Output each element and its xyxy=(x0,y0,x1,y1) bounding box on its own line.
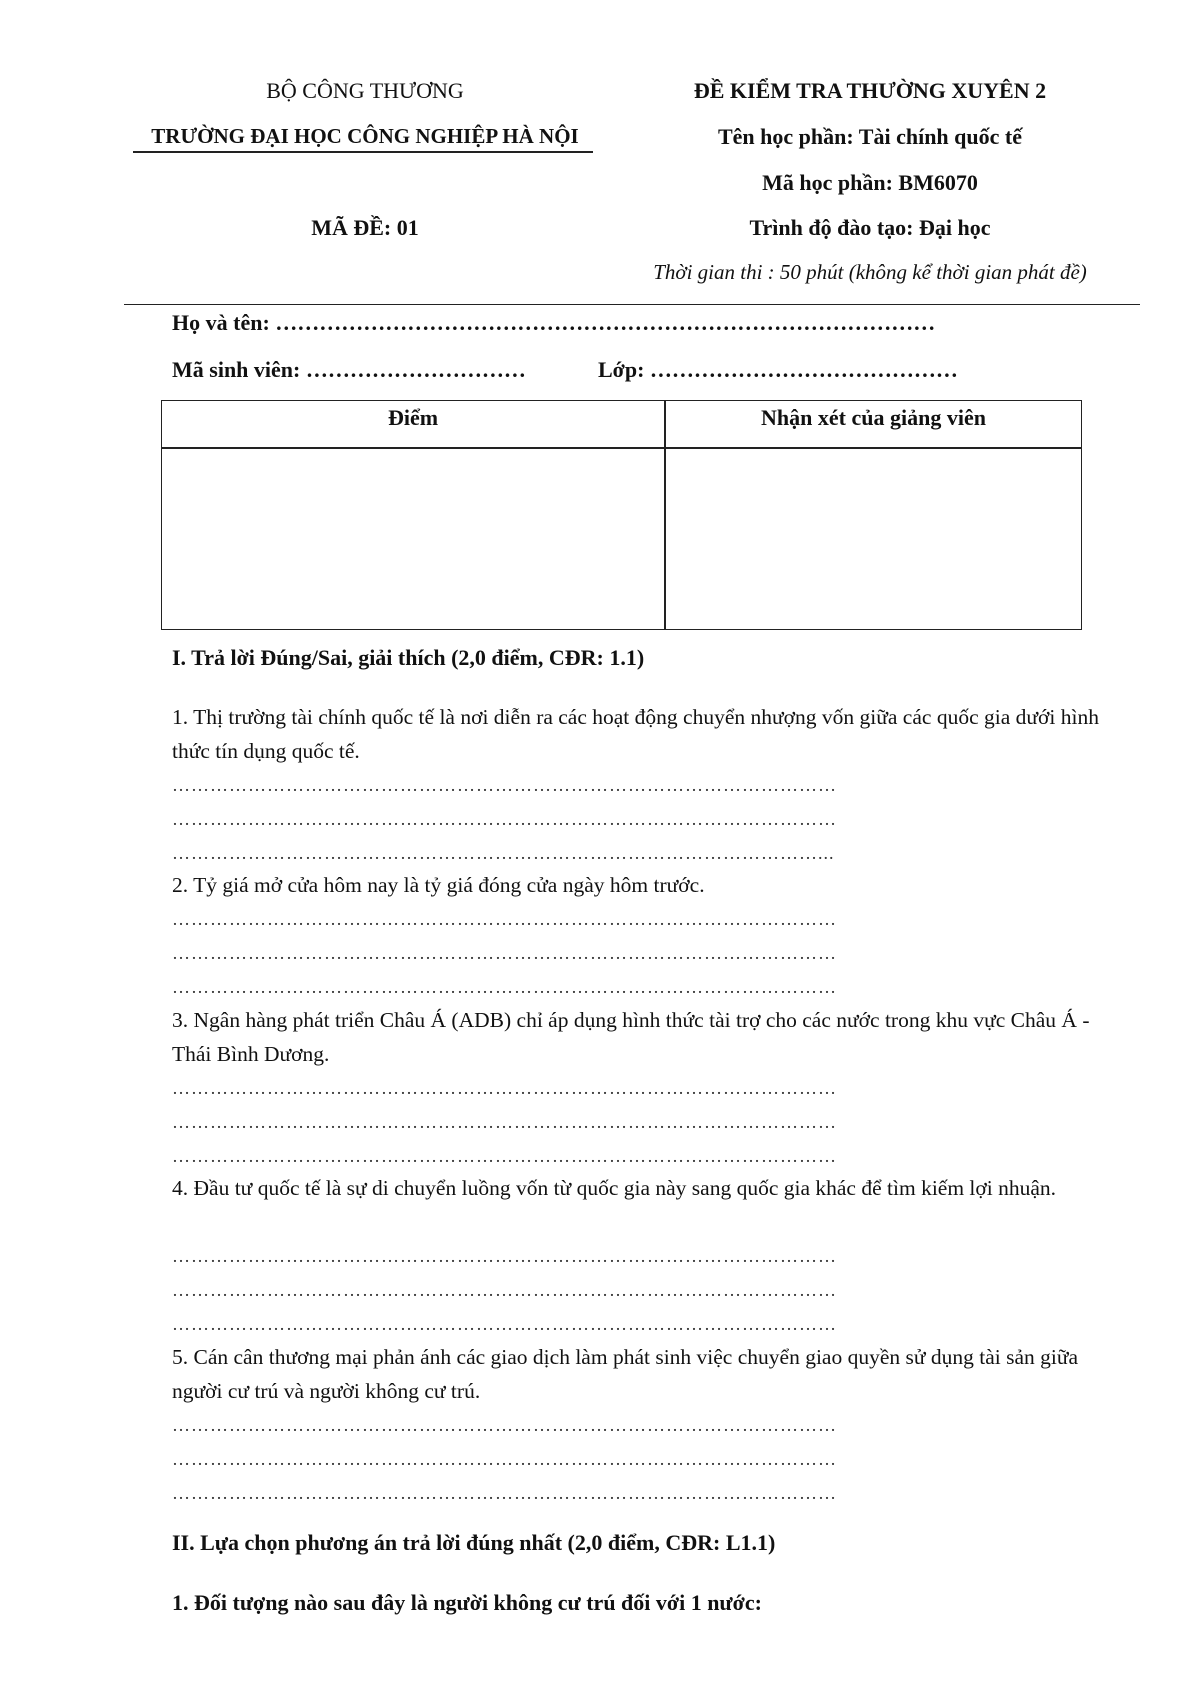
answer-line[interactable]: …………………………………………………………………………………………… xyxy=(172,1449,837,1469)
question-1-text: 1. Thị trường tài chính quốc tế là nơi diễn ra các hoạt động chuyển nhượng vốn giữa các quốc gia dưới hình thức tín dụng quốc tế. xyxy=(172,705,1099,763)
answer-line[interactable]: …………………………………………………………………………………………… xyxy=(172,1314,837,1334)
answer-line[interactable]: …………………………………………………………………………………………… xyxy=(172,1146,837,1166)
answer-line[interactable]: …………………………………………………………………………………………… xyxy=(172,977,837,997)
question-5-text: 5. Cán cân thương mại phản ánh các giao dịch làm phát sinh việc chuyển giao quyền sử dụng tài sản giữa người cư trú và người không cư trú. xyxy=(172,1345,1079,1403)
answer-line[interactable]: …………………………………………………………………………………………… xyxy=(172,1483,837,1503)
question-2-text: 2. Tỷ giá mở cửa hôm nay là tỷ giá đóng cửa ngày hôm trước. xyxy=(172,873,705,897)
grade-column-header: Điểm xyxy=(387,405,439,430)
training-level: Trình độ đào tạo: Đại học xyxy=(749,215,991,240)
answer-line[interactable]: …………………………………………………………………………………………… xyxy=(172,909,837,929)
comment-column-header: Nhận xét của giảng viên xyxy=(761,405,986,430)
section-2-question-1: 1. Đối tượng nào sau đây là người không cư trú đối với 1 nước: xyxy=(172,1590,762,1615)
student-id-field[interactable]: Mã sinh viên: ………………………… xyxy=(172,357,526,382)
course-name: Tên học phần: Tài chính quốc tế xyxy=(717,124,1022,149)
grade-cell[interactable] xyxy=(162,449,662,629)
grade-table xyxy=(161,400,1082,630)
question-4-text: 4. Đầu tư quốc tế là sự di chuyển luồng vốn từ quốc gia này sang quốc gia khác để tìm kiếm lợi nhuận. xyxy=(172,1176,1057,1200)
answer-line[interactable]: …………………………………………………………………………………………... xyxy=(172,843,835,863)
section-1-title: I. Trả lời Đúng/Sai, giải thích (2,0 điểm, CĐR: 1.1) xyxy=(172,645,645,670)
answer-line[interactable]: …………………………………………………………………………………………… xyxy=(172,775,837,795)
exam-title: ĐỀ KIỂM TRA THƯỜNG XUYÊN 2 xyxy=(693,78,1047,103)
university-underline xyxy=(133,151,593,153)
answer-line[interactable]: …………………………………………………………………………………………… xyxy=(172,1280,837,1300)
student-class-field[interactable]: Lớp: …………………………………… xyxy=(598,357,958,382)
answer-line[interactable]: …………………………………………………………………………………………… xyxy=(172,1112,837,1132)
ministry-name: BỘ CÔNG THƯƠNG xyxy=(266,78,464,103)
comment-cell[interactable] xyxy=(666,449,1081,629)
section-2-title: II. Lựa chọn phương án trả lời đúng nhất (2,0 điểm, CĐR: L1.1) xyxy=(172,1530,776,1555)
university-name: TRƯỜNG ĐẠI HỌC CÔNG NGHIỆP HÀ NỘI xyxy=(151,124,579,148)
header-divider xyxy=(124,304,1140,305)
answer-line[interactable]: …………………………………………………………………………………………… xyxy=(172,809,837,829)
course-code: Mã học phần: BM6070 xyxy=(762,170,978,195)
answer-line[interactable]: …………………………………………………………………………………………… xyxy=(172,1078,837,1098)
question-3-text: 3. Ngân hàng phát triển Châu Á (ADB) chỉ áp dụng hình thức tài trợ cho các nước trong khu vực Châu Á - Thái Bình Dương. xyxy=(172,1008,1090,1066)
student-name-field[interactable]: Họ và tên: ……………………………………………………………………………… xyxy=(172,310,936,335)
answer-line[interactable]: …………………………………………………………………………………………… xyxy=(172,1246,837,1266)
exam-duration: Thời gian thi : 50 phút (không kể thời gian phát đề) xyxy=(653,260,1087,284)
answer-line[interactable]: …………………………………………………………………………………………… xyxy=(172,1415,837,1435)
exam-code: MÃ ĐỀ: 01 xyxy=(311,215,419,240)
answer-line[interactable]: …………………………………………………………………………………………… xyxy=(172,943,837,963)
